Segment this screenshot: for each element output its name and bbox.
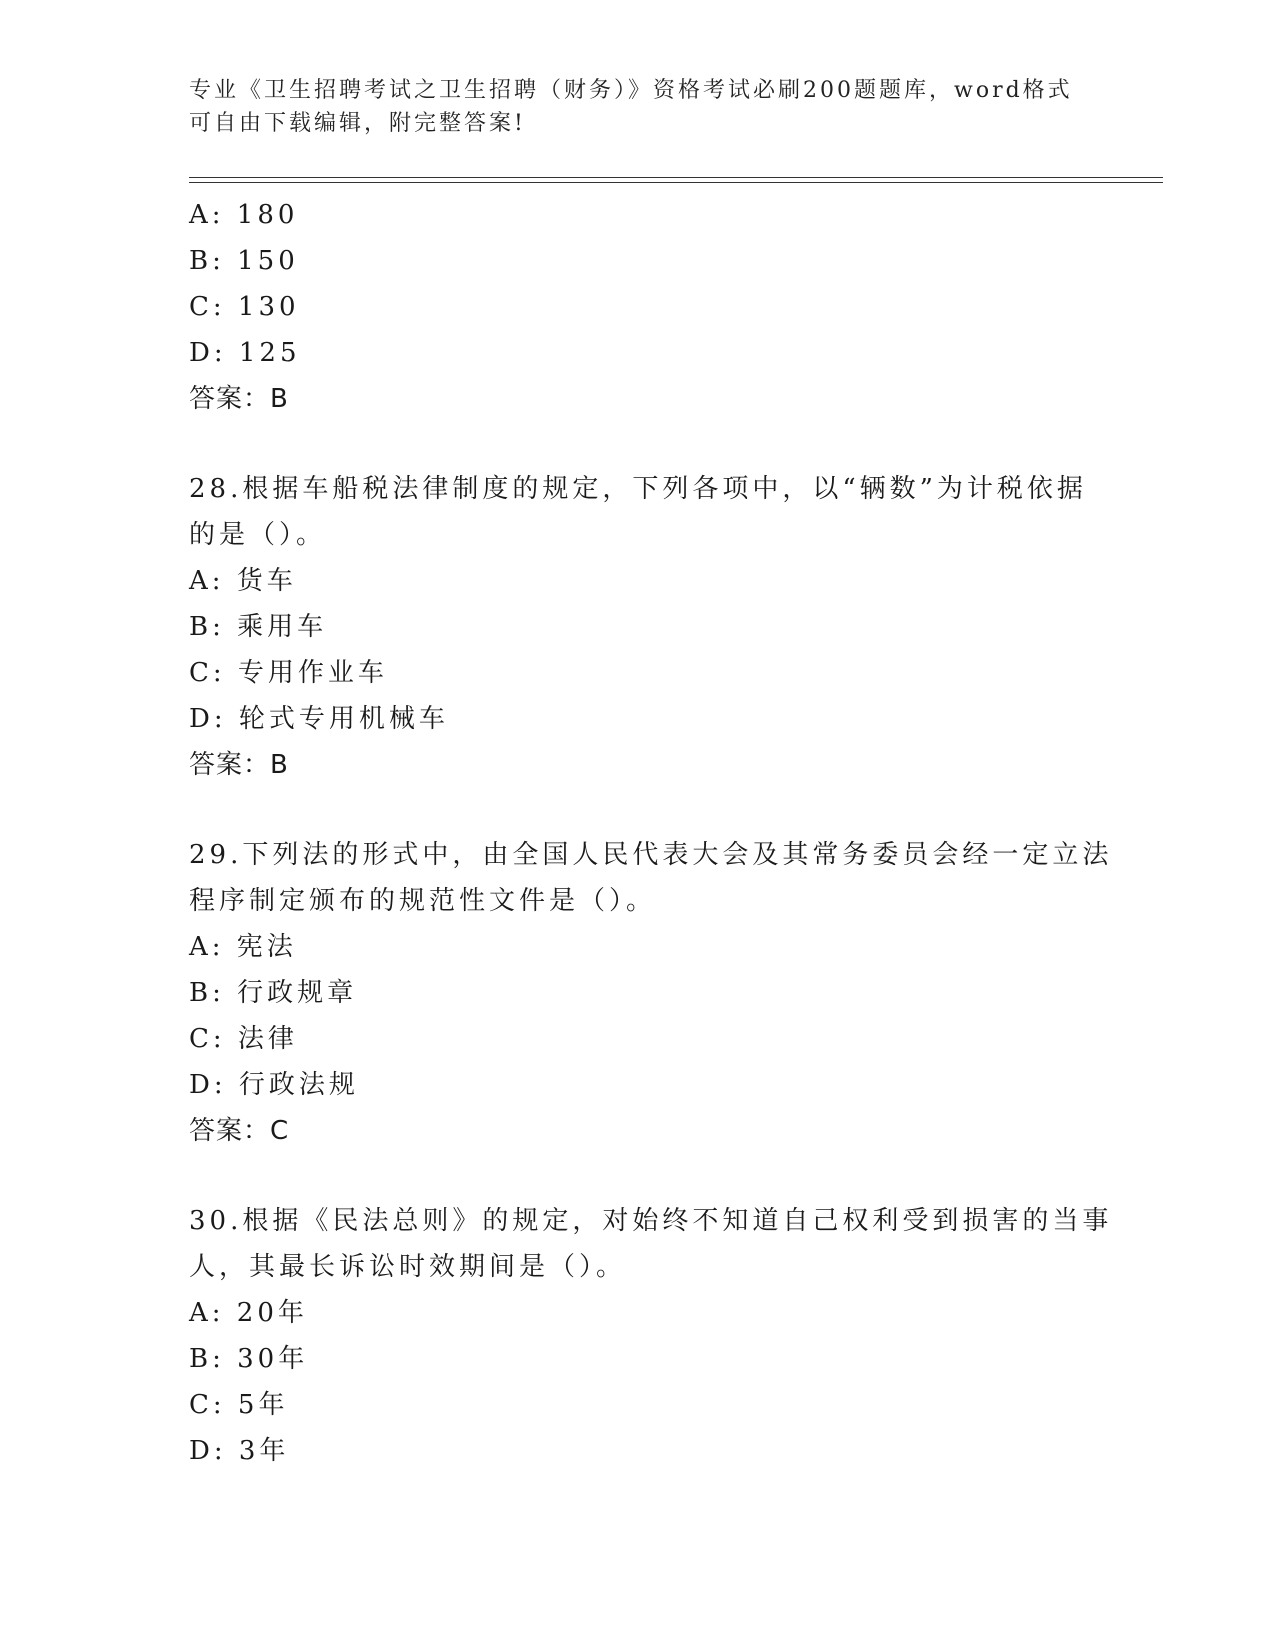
option-b: B: 150 (189, 246, 299, 276)
option-d: D: 轮式专用机械车 (189, 704, 449, 734)
question-29 (189, 832, 1113, 1154)
question-27 (189, 192, 1089, 422)
answer: 答案：B (189, 750, 289, 780)
option-a: A: 货车 (189, 566, 297, 596)
option-c: C: 专用作业车 (189, 658, 388, 688)
option-c: C: 法律 (189, 1024, 298, 1054)
option-c: C: 5年 (189, 1390, 289, 1420)
question-text (189, 1198, 1113, 1290)
question-28 (189, 466, 1089, 788)
option-b: B: 乘用车 (189, 612, 328, 642)
option-a: A: 宪法 (189, 932, 297, 962)
question-text-line-1: 28.根据车船税法律制度的规定，下列各项中，以“辆数”为计税依据 (189, 474, 1087, 504)
document-header (189, 74, 1089, 140)
question-list (189, 192, 1113, 1474)
question-text-line-1: 29.下列法的形式中，由全国人民代表大会及其常务委员会经一定立法 (189, 840, 1113, 870)
header-divider-top (189, 177, 1163, 178)
option-a: A: 180 (189, 200, 299, 230)
header-line-1: 专业《卫生招聘考试之卫生招聘（财务）》资格考试必刷200题题库，word格式 (189, 78, 1073, 103)
header-divider-bottom (189, 182, 1163, 183)
answer: 答案：C (189, 1116, 290, 1146)
question-30 (189, 1198, 1113, 1474)
question-text-line-1: 30.根据《民法总则》的规定，对始终不知道自己权利受到损害的当事 (189, 1206, 1113, 1236)
question-text-line-2: 的是（）。 (189, 520, 327, 550)
question-text-line-2: 程序制定颁布的规范性文件是（）。 (189, 886, 657, 916)
option-d: D: 125 (189, 338, 301, 368)
header-line-2: 可自由下载编辑，附完整答案! (189, 111, 526, 136)
answer: 答案：B (189, 384, 289, 414)
option-d: D: 行政法规 (189, 1070, 359, 1100)
question-text (189, 466, 1089, 558)
option-a: A: 20年 (189, 1298, 308, 1328)
option-b: B: 30年 (189, 1344, 309, 1374)
question-text (189, 832, 1113, 924)
question-text-line-2: 人，其最长诉讼时效期间是（）。 (189, 1252, 627, 1282)
option-c: C: 130 (189, 292, 300, 322)
option-d: D: 3年 (189, 1436, 290, 1466)
option-b: B: 行政规章 (189, 978, 358, 1008)
